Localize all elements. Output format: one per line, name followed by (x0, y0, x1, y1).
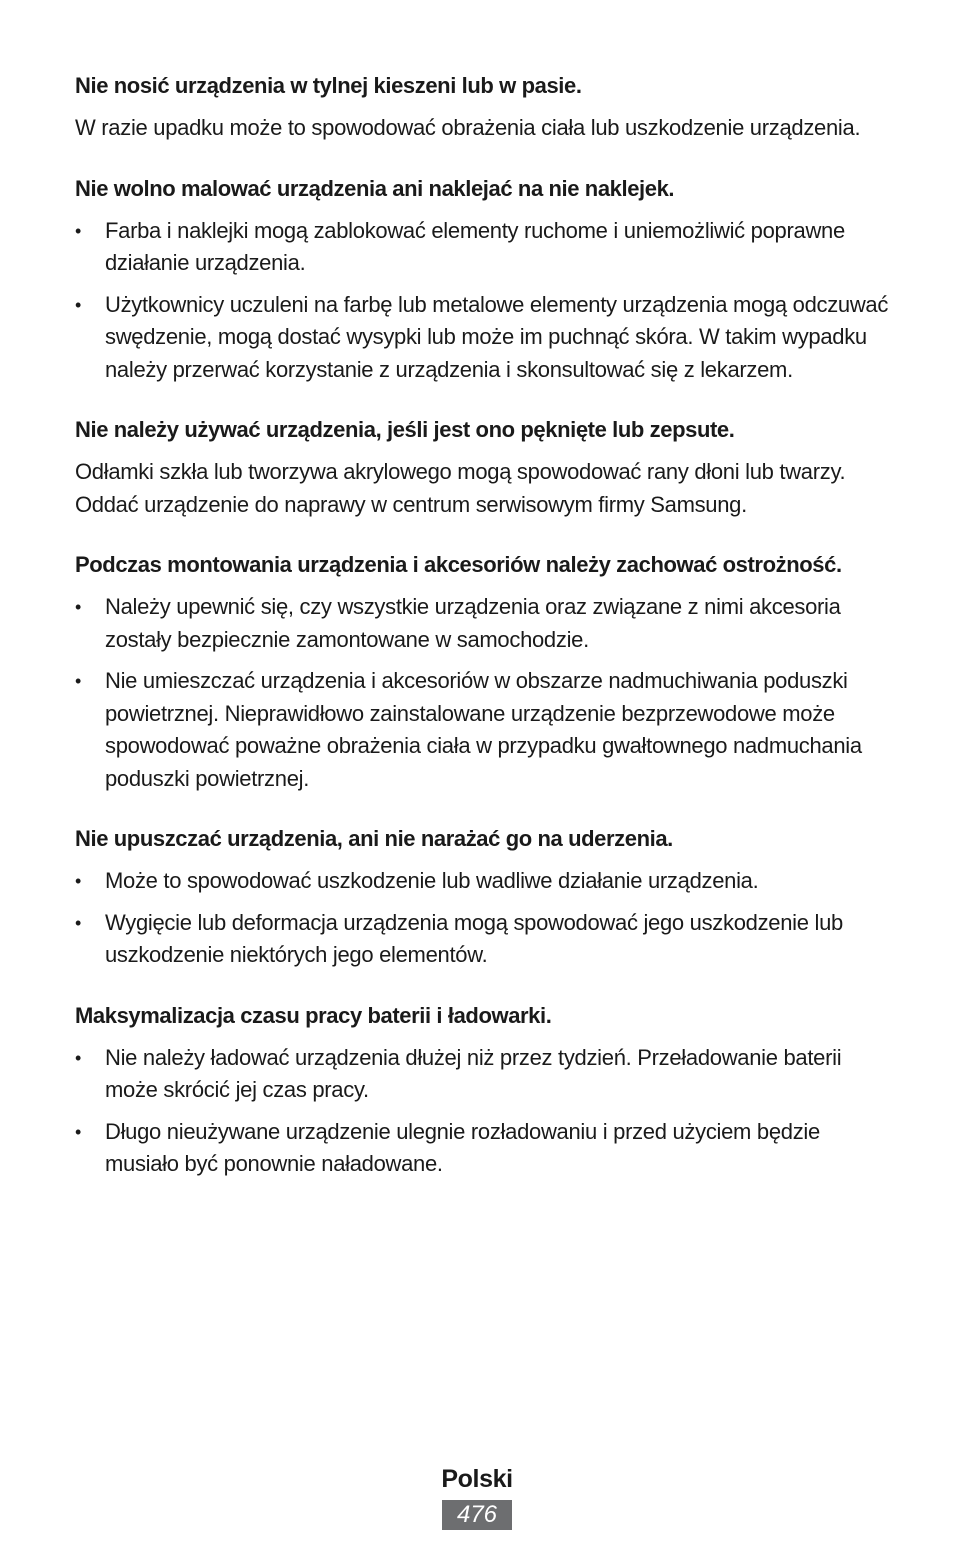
list-item-text: Nie należy ładować urządzenia dłużej niż przez tydzień. Przeładowanie baterii może skrócić jej czas pracy. (105, 1044, 842, 1102)
bullet-list (75, 591, 890, 795)
bullet-icon: • (75, 671, 82, 691)
section-dropping (75, 823, 890, 972)
document-body (75, 70, 890, 1209)
list-item-text: Może to spowodować uszkodzenie lub wadliwe działanie urządzenia. (105, 868, 759, 893)
list-item-text: Nie umieszczać urządzenia i akcesoriów w obszarze nadmuchiwania poduszki powietrznej. Nieprawidłowo zainstalowane urządzenie bezprzewodowe może spowodować poważne obrażenia ciała w przypadku gwałtownego nadmuchania poduszki powietrznej. (105, 668, 862, 791)
bullet-icon: • (75, 597, 82, 617)
list-item-text: Wygięcie lub deformacja urządzenia mogą spowodować jego uszkodzenie lub uszkodzenie niektórych jego elementów. (105, 909, 843, 967)
section-heading: Nie wolno malować urządzenia ani naklejać na nie naklejek. (75, 175, 675, 201)
section-paragraph: Odłamki szkła lub tworzywa akrylowego mogą spowodować rany dłoni lub twarzy. Oddać urządzenie do naprawy w centrum serwisowym firmy Samsung. (75, 459, 846, 517)
list-item (75, 591, 890, 656)
list-item (75, 215, 890, 280)
section-heading: Nie upuszczać urządzenia, ani nie narażać go na uderzenia. (75, 826, 673, 851)
section-paint-stickers (75, 173, 890, 387)
language-label: Polski (441, 1465, 513, 1493)
bullet-icon: • (75, 294, 82, 315)
bullet-icon: • (75, 1121, 82, 1142)
section-heading: Podczas montowania urządzenia i akcesoriów należy zachować ostrożność. (75, 552, 842, 577)
bullet-list (75, 865, 890, 972)
section-heading: Nie nosić urządzenia w tylnej kieszeni lub w pasie. (75, 73, 582, 98)
list-item (75, 665, 890, 795)
list-item (75, 289, 890, 387)
bullet-icon: • (75, 912, 82, 933)
section-heading: Maksymalizacja czasu pracy baterii i ładowarki. (75, 1002, 552, 1028)
section-battery (75, 1000, 890, 1181)
bullet-icon: • (75, 1047, 82, 1068)
section-back-pocket (75, 70, 890, 145)
bullet-icon: • (75, 220, 82, 241)
list-item-text: Długo nieużywane urządzenie ulegnie rozładowaniu i przed użyciem będzie musiało być ponownie naładowane. (105, 1118, 820, 1176)
list-item-text: Użytkownicy uczuleni na farbę lub metalowe elementy urządzenia mogą odczuwać swędzenie, mogą dostać wysypki lub może im puchnąć skóra. W takim wypadku należy przerwać korzystanie z urządzenia i skonsultować się z lekarzem. (105, 291, 889, 382)
list-item-text: Farba i naklejki mogą zablokować elementy ruchome i uniemożliwić poprawne działanie urządzenia. (105, 217, 845, 275)
section-mounting (75, 549, 890, 795)
page-footer (0, 1462, 954, 1530)
list-item (75, 1116, 890, 1181)
bullet-icon: • (75, 871, 82, 891)
list-item (75, 1042, 890, 1107)
section-paragraph: W razie upadku może to spowodować obrażenia ciała lub uszkodzenie urządzenia. (75, 115, 861, 140)
bullet-list (75, 215, 890, 387)
page-number-badge: 476 (442, 1500, 512, 1530)
section-cracked-device (75, 414, 890, 521)
list-item-text: Należy upewnić się, czy wszystkie urządzenia oraz związane z nimi akcesoria zostały bezpiecznie zamontowane w samochodzie. (105, 594, 841, 652)
bullet-list (75, 1042, 890, 1181)
section-heading: Nie należy używać urządzenia, jeśli jest ono pęknięte lub zepsute. (75, 417, 735, 442)
list-item (75, 907, 890, 972)
list-item (75, 865, 890, 898)
